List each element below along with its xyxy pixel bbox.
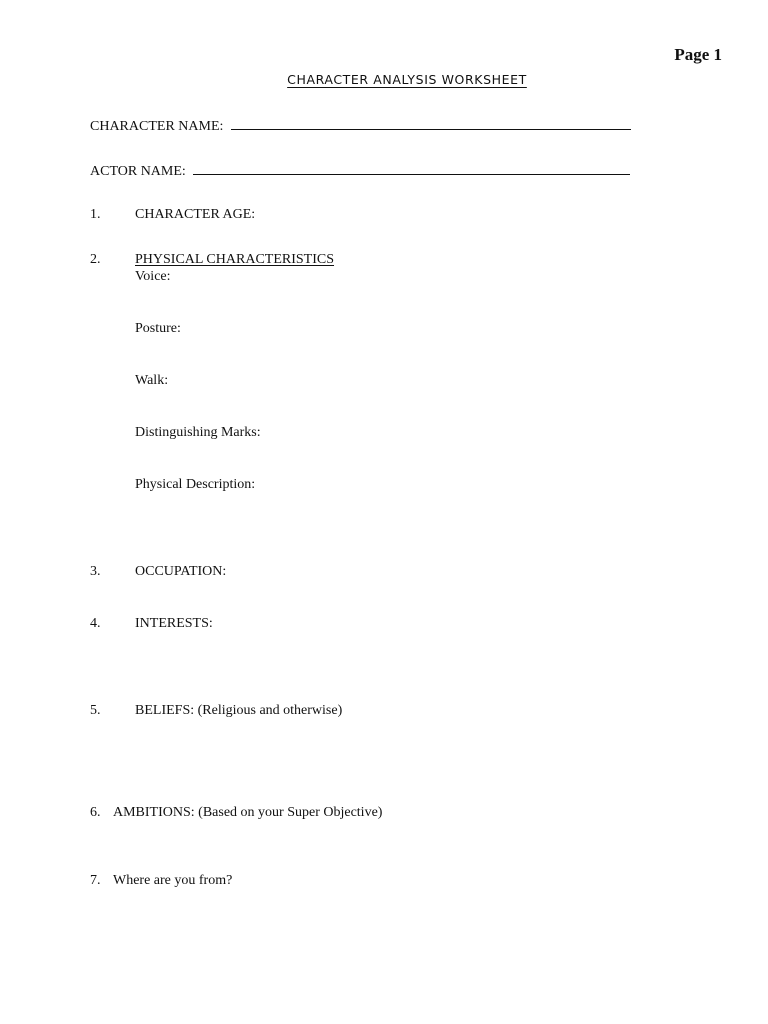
item-5-number: 5.	[90, 703, 101, 718]
character-name-field[interactable]	[231, 116, 631, 130]
item-5-label: BELIEFS: (Religious and otherwise)	[135, 703, 343, 718]
item-1-label: CHARACTER AGE:	[135, 207, 256, 222]
character-name-row	[90, 116, 631, 135]
item-4-label: INTERESTS:	[135, 616, 213, 631]
sub-item-distinguishing-marks: Distinguishing Marks:	[135, 425, 261, 440]
item-2-label: PHYSICAL CHARACTERISTICS	[135, 252, 335, 267]
item-6-label: AMBITIONS: (Based on your Super Objective)	[113, 805, 383, 820]
item-7-label: Where are you from?	[113, 873, 233, 888]
sub-item-posture: Posture:	[135, 321, 181, 336]
actor-name-row	[90, 161, 630, 180]
worksheet-title-wrap	[268, 71, 546, 89]
actor-name-field[interactable]	[193, 161, 630, 175]
sub-item-voice: Voice:	[135, 269, 171, 284]
character-name-label: CHARACTER NAME:	[90, 119, 224, 134]
item-4-number: 4.	[90, 616, 101, 631]
worksheet-title: CHARACTER ANALYSIS WORKSHEET	[287, 72, 527, 87]
item-6-number: 6.	[90, 805, 101, 820]
item-7-number: 7.	[90, 873, 101, 888]
page-number: Page 1	[674, 45, 722, 64]
item-3-number: 3.	[90, 564, 101, 579]
actor-name-label: ACTOR NAME:	[90, 164, 186, 179]
sub-item-walk: Walk:	[135, 373, 169, 388]
item-1-number: 1.	[90, 207, 101, 222]
sub-item-physical-description: Physical Description:	[135, 477, 256, 492]
item-2-number: 2.	[90, 252, 101, 267]
item-3-label: OCCUPATION:	[135, 564, 227, 579]
